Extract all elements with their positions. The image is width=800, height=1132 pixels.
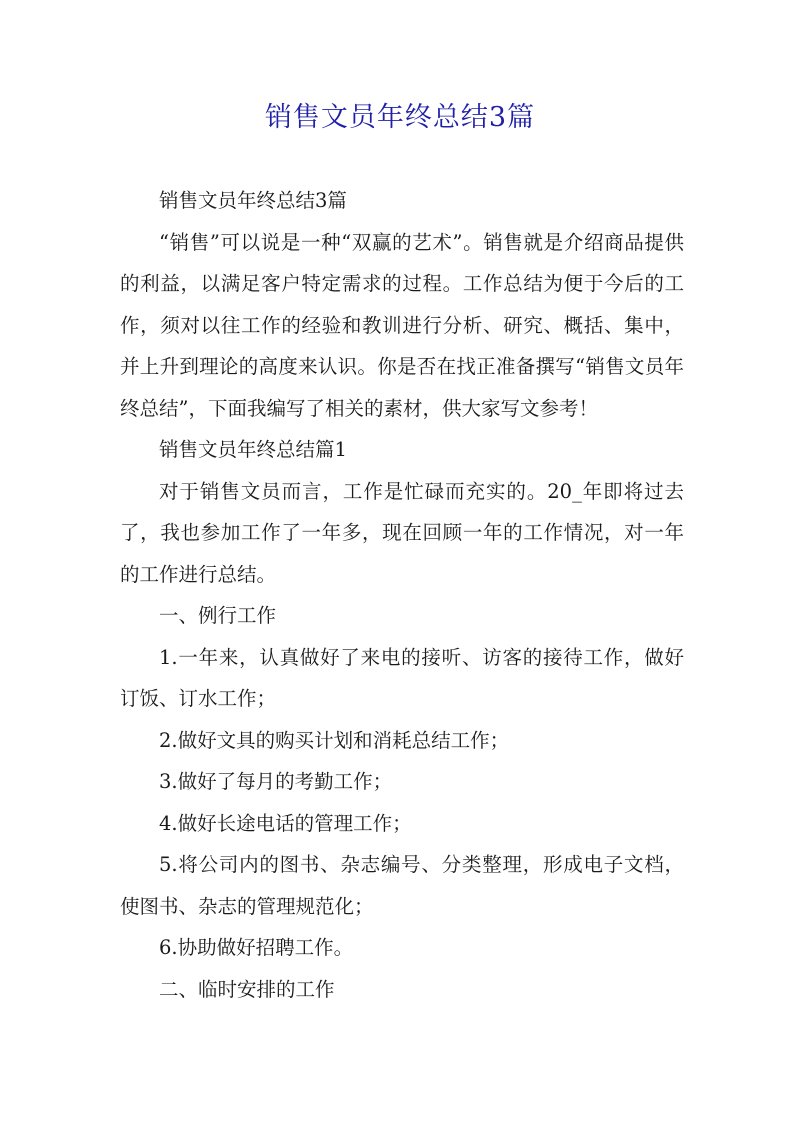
list-item-2: 2.做好文具的购买计划和消耗总结工作； <box>159 728 510 752</box>
paragraph-overview: 对于销售文员而言，工作是忙碌而充实的。20_年即将过去了，我也参加工作了一年多，现在回顾一年的工作情况，对一年的工作进行总结。 <box>120 479 684 586</box>
document-title: 销售文员年终总结3篇 <box>264 102 536 133</box>
list-item-4: 4.做好长途电话的管理工作； <box>159 811 412 835</box>
paragraph-subtitle: 销售文员年终总结3篇 <box>159 189 347 212</box>
section-heading-temporary: 二、临时安排的工作 <box>159 977 335 1001</box>
document-body <box>120 180 684 1010</box>
section-heading-part1: 销售文员年终总结篇1 <box>159 438 347 461</box>
paragraph-intro: “销售”可以说是一种“双赢的艺术”。销售就是介绍商品提供的利益，以满足客户特定需求的过程。工作总结为便于今后的工作，须对以往工作的经验和教训进行分析、研究、概括、集中，并上升到理论的高度来认识。你是否在找正准备撰写“销售文员年终总结”，下面我编写了相关的素材，供大家写文参考！ <box>120 230 684 420</box>
section-heading-routine: 一、例行工作 <box>159 604 277 627</box>
list-item-3: 3.做好了每月的考勤工作； <box>159 770 393 793</box>
list-item-1: 1.一年来，认真做好了来电的接听、访客的接待工作，做好订饭、订水工作； <box>120 645 684 710</box>
list-item-5: 5.将公司内的图书、杂志编号、分类整理，形成电子文档，使图书、杂志的管理规范化； <box>120 853 684 918</box>
list-item-6: 6.协助做好招聘工作。 <box>159 936 354 959</box>
